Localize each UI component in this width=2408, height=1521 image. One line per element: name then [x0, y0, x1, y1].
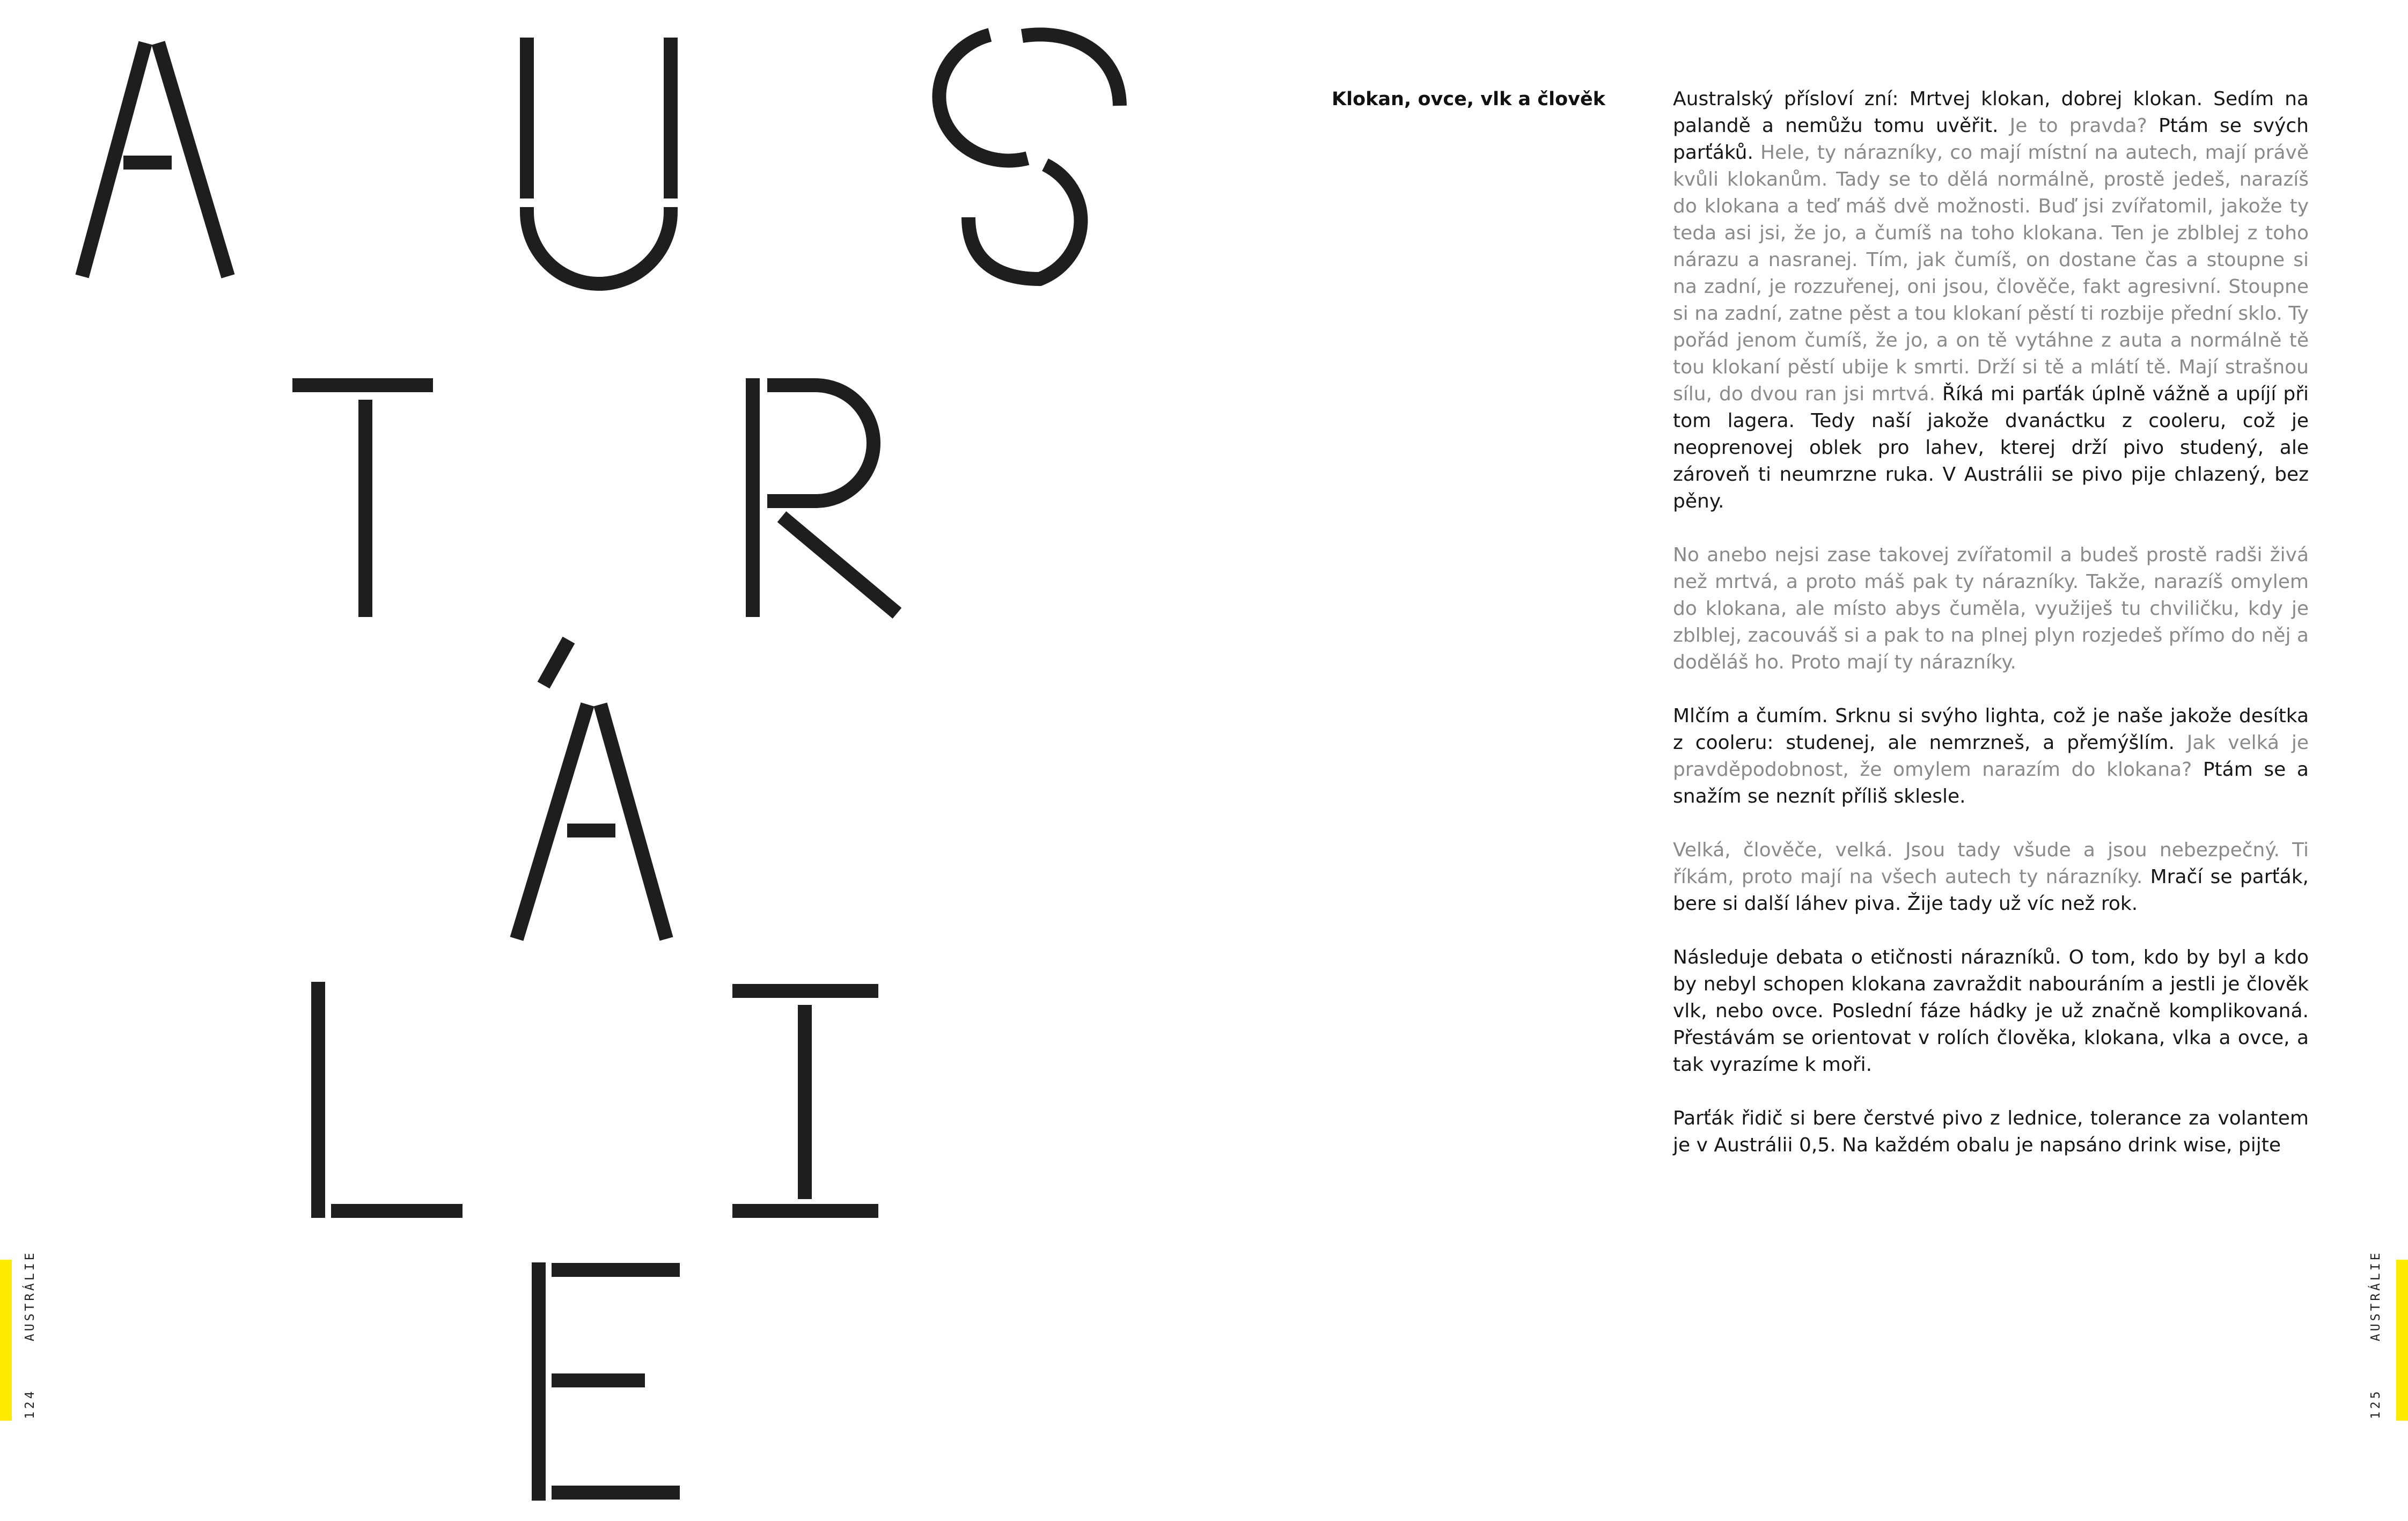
paragraph-1: Australský přísloví zní: Mrtvej klokan, dobrej klokan. Sedím na palandě a nemůžu tomu uvěřit. Je to pravda? Ptám se svých parťáků. Hele, ty nárazníky, co mají místní na autech, mají právě kvůli klokanům. Tady se to dělá normálně, prostě jedeš, narazíš do klokana a teď máš dvě možnosti. Buď jsi zvířatomil, jakože ty teda asi jsi, že jo, a čumíš na toho klokana. Ten je zblblej z toho nárazu a nasranej. Tím, jak čumíš, on dostane čas a stoupne si na zadní, je rozzuřenej, oni jsou, člověče, fakt agresivní. Stoupne si na zadní, zatne pěst a tou klokaní pěstí ti rozbije přední sklo. Ty pořád jenom čumíš, že jo, a on tě vytáhne z auta a normálně tě tou klokaní pěstí ubije k smrti. Drží si tě a mlátí tě. Mají strašnou sílu, do dvou ran jsi mrtvá. Říká mi parťák úplně vážně a upíjí při tom lagera. Tedy naší jakože dvanáctku z cooleru, což je neoprenovej oblek pro lahev, kterej drží pivo studený, ale zároveň ti neumrzne ruka. V Austrálii se pivo pije chlazený, bez pěny.: [1673, 88, 2309, 512]
title-letter-a: [64, 24, 247, 290]
svg-text:Á: Á: [507, 628, 513, 638]
body-text: [1673, 86, 2309, 1186]
right-folio-label: AUSTRÁLIE: [2369, 1250, 2383, 1341]
left-folio-label: AUSTRÁLIE: [23, 1250, 37, 1341]
left-folio-bar: [0, 1260, 12, 1421]
section-heading: Klokan, ovce, vlk a člověk: [1332, 89, 1605, 110]
title-letter-l: [300, 971, 472, 1226]
paragraph-5: Následuje debata o etičnosti nárazníků. O tom, kdo by byl a kdo by nebyl schopen klokana zavraždit nabouráním a jestli je člověk vlk, nebo ovce. Poslední fáze hádky je už značně komplikovaná. Přestávám se orientovat v rolích člověka, klokana, vlka a ovce, a tak vyrazíme k moři.: [1673, 946, 2309, 1076]
paragraph-6: Parťák řidič si bere čerstvé pivo z lednice, tolerance za volantem je v Austrálii 0,5. Na každém obalu je napsáno drink wise, pijte: [1673, 1107, 2309, 1156]
paragraph-2: No anebo nejsi zase takovej zvířatomil a budeš prostě radši živá než mrtvá, a proto máš pak ty nárazníky. Takže, narazíš omylem do klokana, ale místo abys čuměla, využiješ tu chviličku, kdy je zblblej, zacouváš si a pak to na plnej plyn rozjedeš přímo do něj a doděláš ho. Proto mají ty nárazníky.: [1673, 544, 2309, 673]
title-letter-a-acute: [507, 628, 689, 952]
title-letter-i: [730, 971, 891, 1226]
title-letter-t: [290, 370, 451, 625]
svg-text:R: R: [743, 370, 750, 380]
svg-text:A: A: [64, 24, 70, 34]
left-page-number: 124: [23, 1388, 37, 1419]
paragraph-3: Mlčím a čumím. Srknu si svýho lighta, což je naše jakože desítka z cooleru: studenej, ale nemrzneš, a přemýšlím. Jak velká je pravděpodobnost, že omylem narazím do klokana? Ptám se a snažím se neznít příliš sklesle.: [1673, 705, 2309, 807]
right-page-number: 125: [2369, 1388, 2383, 1419]
title-letter-r: [743, 370, 915, 625]
paragraph-4: Velká, člověče, velká. Jsou tady všude a jsou nebezpečný. Ti říkám, proto mají na všech autech ty nárazníky. Mračí se parťák, bere si další láhev piva. Žije tady už víc než rok.: [1673, 839, 2309, 915]
svg-text:E: E: [520, 1250, 526, 1260]
title-letter-u: [510, 24, 692, 290]
title-letter-e: [520, 1250, 692, 1505]
svg-text:U: U: [510, 24, 516, 34]
svg-text:S: S: [952, 21, 958, 32]
svg-text:L: L: [300, 971, 305, 981]
title-letter-s: [952, 21, 1135, 292]
svg-text:I: I: [730, 971, 732, 981]
right-folio-bar: [2396, 1260, 2408, 1421]
svg-text:T: T: [290, 370, 295, 380]
